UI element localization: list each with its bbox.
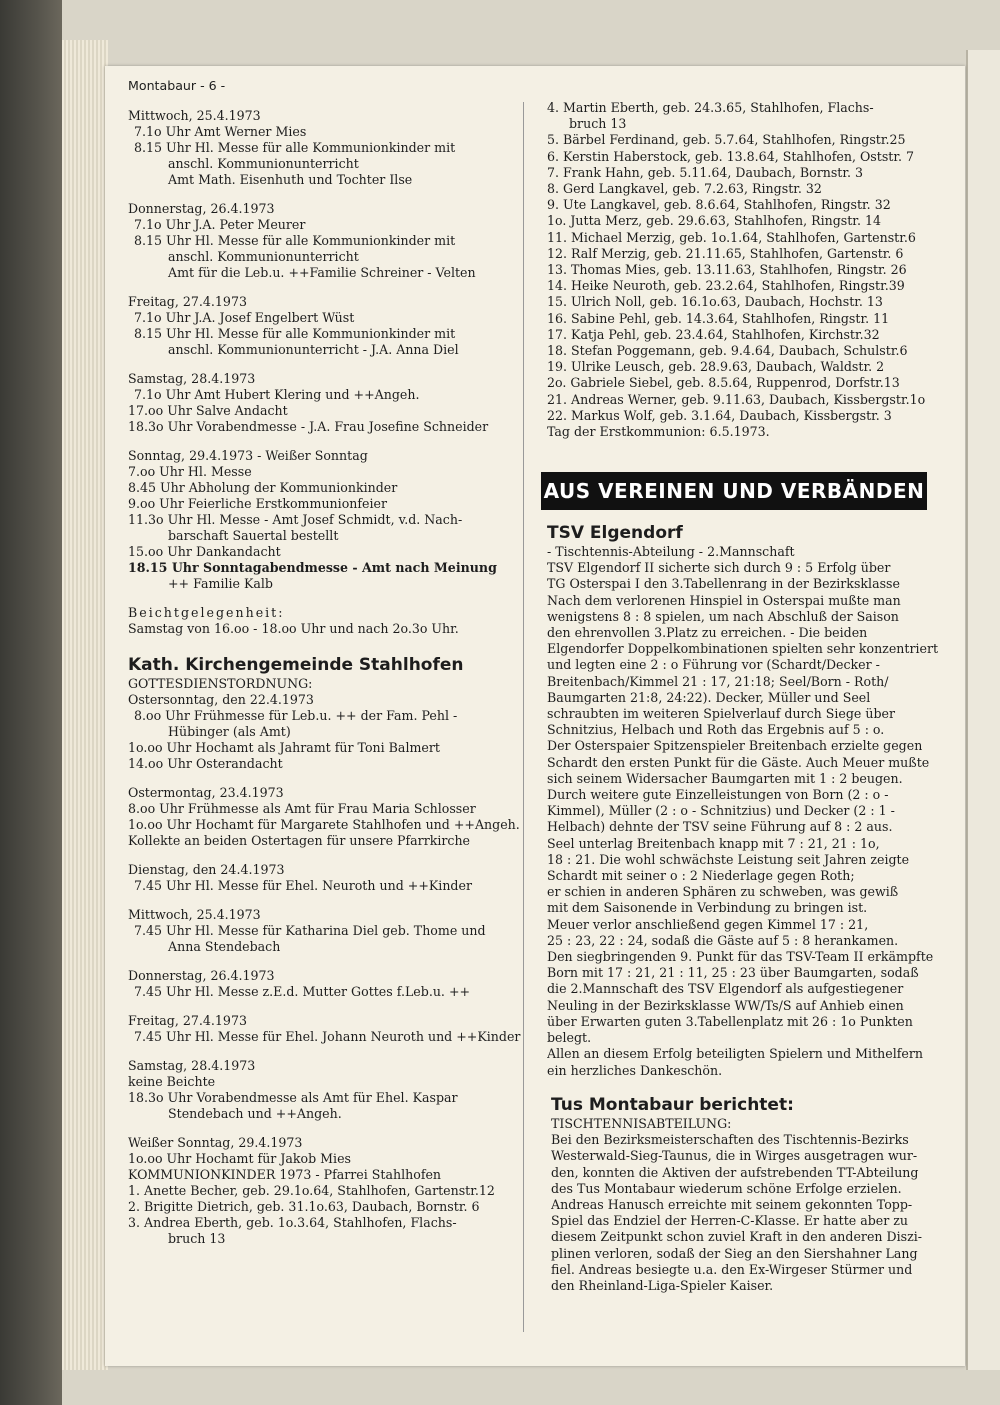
list-item: 2. Brigitte Dietrich, geb. 31.1o.63, Daubach, Bornstr. 6 <box>128 1199 480 1214</box>
mass-line: Stendebach und ++Angeh. <box>168 1106 342 1121</box>
article-line: über Erwarten guten 3.Tabellenplatz mit 26 : 1o Punkten <box>547 1013 913 1029</box>
date-line: Donnerstag, 26.4.1973 <box>128 968 275 983</box>
article-line: Bei den Bezirksmeisterschaften des Tischtennis-Bezirks <box>551 1132 909 1148</box>
mass-line: 8.45 Uhr Abholung der Kommunionkinder <box>128 480 398 495</box>
mass-line: keine Beichte <box>128 1074 216 1089</box>
mass-line: 14.oo Uhr Osterandacht <box>128 756 283 771</box>
mass-line: ++ Familie Kalb <box>168 576 273 591</box>
list-item: 3. Andrea Eberth, geb. 1o.3.64, Stahlhofen, Flachs- <box>128 1215 457 1230</box>
article-line: Schardt den ersten Punkt für die Gäste. Auch Meuer mußte <box>547 754 930 770</box>
collection-note: Kollekte an beiden Ostertagen für unsere Pfarrkirche <box>128 833 471 848</box>
left-column <box>128 78 523 1247</box>
date-line: Donnerstag, 26.4.1973 <box>128 201 275 216</box>
mass-line: anschl. Kommunionunterricht <box>168 156 359 171</box>
mass-line: anschl. Kommunionunterricht - J.A. Anna Diel <box>168 342 459 357</box>
article-line: TG Osterspai I den 3.Tabellenrang in der Bezirksklasse <box>547 576 900 592</box>
list-item: bruch 13 <box>168 1231 226 1246</box>
book-binding <box>0 0 62 1405</box>
list-item: 7. Frank Hahn, geb. 5.11.64, Daubach, Bornstr. 3 <box>547 164 864 180</box>
article-line: den Rheinland-Liga-Spieler Kaiser. <box>551 1278 774 1294</box>
article-line: TISCHTENNISABTEILUNG: <box>551 1116 732 1131</box>
confession-times: Samstag von 16.oo - 18.oo Uhr und nach 2o.3o Uhr. <box>128 621 459 636</box>
article-line: Kimmel), Müller (2 : o - Schnitzius) und Decker (2 : 1 - <box>547 803 895 819</box>
date-line: Freitag, 27.4.1973 <box>128 294 247 309</box>
mass-line: 7.1o Uhr J.A. Peter Meurer <box>134 217 306 232</box>
date-line: Ostersonntag, den 22.4.1973 <box>128 692 314 707</box>
parish-title: Kath. Kirchengemeinde Stahlhofen <box>128 655 464 675</box>
article-line: diesem Zeitpunkt schon zuviel Kraft in den anderen Diszi- <box>551 1229 923 1245</box>
mass-line: 7.45 Uhr Hl. Messe für Katharina Diel geb. Thome und <box>134 923 486 938</box>
article-line: plinen verloren, sodaß der Sieg an den Siershahner Lang <box>551 1245 918 1261</box>
article-line: er schien in anderen Sphären zu schweben, was gewiß <box>547 884 899 900</box>
list-item: 8. Gerd Langkavel, geb. 7.2.63, Ringstr. 32 <box>547 181 822 197</box>
mass-line: barschaft Sauertal bestellt <box>168 528 339 543</box>
article-line: wenigstens 8 : 8 spielen, um nach Abschluß der Saison <box>547 608 899 624</box>
date-line: Sonntag, 29.4.1973 - Weißer Sonntag <box>128 448 368 463</box>
article-line: den, konnten die Aktiven der aufstrebenden TT-Abteilung <box>551 1164 919 1180</box>
article-line: Andreas Hanusch erreichte mit seinem gekonnten Topp- <box>551 1197 913 1213</box>
article-line: Seel unterlag Breitenbach knapp mit 7 : 21, 21 : 1o, <box>547 835 880 851</box>
article-line: Durch weitere gute Einzelleistungen von Born (2 : o - <box>547 787 889 803</box>
article-line: Helbach) dehnte der TSV seine Führung auf 8 : 2 aus. <box>547 819 893 835</box>
date-line: Dienstag, den 24.4.1973 <box>128 862 285 877</box>
tsv-article <box>547 522 957 1079</box>
right-list <box>547 100 957 440</box>
list-item: 22. Markus Wolf, geb. 3.1.64, Daubach, Kissbergstr. 3 <box>547 407 892 423</box>
article-line: des Tus Montabaur wiederum schöne Erfolge erzielen. <box>551 1180 902 1196</box>
article-line: schraubten im weiteren Spielverlauf durch Siege über <box>547 706 896 722</box>
mass-line: 8.15 Uhr Hl. Messe für alle Kommunionkinder mit <box>134 233 456 248</box>
date-line: Samstag, 28.4.1973 <box>128 1058 256 1073</box>
date-line: Freitag, 27.4.1973 <box>128 1013 247 1028</box>
article-line: sich seinem Widersacher Baumgarten mit 1 : 2 beugen. <box>547 770 903 786</box>
mass-line: 7.1o Uhr Amt Hubert Klering und ++Angeh. <box>134 387 420 402</box>
mass-line: 7.45 Uhr Hl. Messe für Ehel. Neuroth und ++Kinder <box>134 878 472 893</box>
date-line: Samstag, 28.4.1973 <box>128 371 256 386</box>
adjacent-page-edge <box>966 50 1000 1370</box>
article-line: mit dem Saisonende in Verbindung zu bringen ist. <box>547 900 868 916</box>
list-item: bruch 13 <box>569 116 627 132</box>
article-line: fiel. Andreas besiegte u.a. den Ex-Wirgeser Stürmer und <box>551 1261 913 1277</box>
article-line: belegt. <box>547 1030 592 1046</box>
list-item: 1. Anette Becher, geb. 29.1o.64, Stahlhofen, Gartenstr.12 <box>128 1183 495 1198</box>
article-line: Baumgarten 21:8, 24:22). Decker, Müller und Seel <box>547 689 871 705</box>
mass-line: 1o.oo Uhr Hochamt für Margarete Stahlhofen und ++Angeh. <box>128 817 520 832</box>
mass-line: 7.1o Uhr Amt Werner Mies <box>134 124 307 139</box>
mass-line: 18.3o Uhr Vorabendmesse als Amt für Ehel. Kaspar <box>128 1090 458 1105</box>
list-item: 2o. Gabriele Siebel, geb. 8.5.64, Ruppenrod, Dorfstr.13 <box>547 375 900 391</box>
date-line: Mittwoch, 25.4.1973 <box>128 108 261 123</box>
article-line: 18 : 21. Die wohl schwächste Leistung seit Jahren zeigte <box>547 851 910 867</box>
article-line: Nach dem verlorenen Hinspiel in Osterspai mußte man <box>547 592 901 608</box>
article-line: - Tischtennis-Abteilung - 2.Mannschaft <box>547 544 795 559</box>
article-line: Neuling in der Bezirksklasse WW/Ts/S auf Anhieb einen <box>547 997 904 1013</box>
list-item: 18. Stefan Poggemann, geb. 9.4.64, Daubach, Schulstr.6 <box>547 343 908 359</box>
list-item: 14. Heike Neuroth, geb. 23.2.64, Stahlhofen, Ringstr.39 <box>547 278 905 294</box>
article-line: Born mit 17 : 21, 21 : 11, 25 : 23 über Baumgarten, sodaß <box>547 965 919 981</box>
article-line: die 2.Mannschaft des TSV Elgendorf als aufgestiegener <box>547 981 904 997</box>
article-line: ein herzliches Dankeschön. <box>547 1062 723 1078</box>
list-item: 11. Michael Merzig, geb. 1o.1.64, Stahlhofen, Gartenstr.6 <box>547 229 916 245</box>
article-line: Breitenbach/Kimmel 21 : 17, 21:18; Seel/Born - Roth/ <box>547 673 889 689</box>
article-line: Allen an diesem Erfolg beteiligten Spielern und Mithelfern <box>547 1046 923 1062</box>
confession-heading: Beichtgelegenheit: <box>128 605 285 620</box>
mass-line: 7.45 Uhr Hl. Messe für Ehel. Johann Neuroth und ++Kinder <box>134 1029 521 1044</box>
list-item: 12. Ralf Merzig, geb. 21.11.65, Stahlhofen, Gartenstr. 6 <box>547 245 904 261</box>
list-item: 19. Ulrike Leusch, geb. 28.9.63, Daubach, Waldstr. 2 <box>547 359 885 375</box>
article-line: Elgendorfer Doppelkombinationen spielten sehr konzentriert <box>547 641 939 657</box>
article-line: Schardt mit seiner o : 2 Niederlage gegen Roth; <box>547 868 855 884</box>
article-line: den ehrenvollen 3.Platz zu erreichen. - Die beiden <box>547 625 868 641</box>
date-line: Weißer Sonntag, 29.4.1973 <box>128 1135 303 1150</box>
mass-line: anschl. Kommunionunterricht <box>168 249 359 264</box>
mass-line: Anna Stendebach <box>168 939 281 954</box>
page-header: Montabaur - 6 - <box>128 78 226 93</box>
list-item: 13. Thomas Mies, geb. 13.11.63, Stahlhofen, Ringstr. 26 <box>547 262 907 278</box>
mass-line: 8.oo Uhr Frühmesse für Leb.u. ++ der Fam. Pehl - <box>134 708 458 723</box>
tus-article <box>551 1094 961 1294</box>
article-line: 25 : 23, 22 : 24, sodaß die Gäste auf 5 : 8 herankamen. <box>547 932 899 948</box>
mass-line: 15.oo Uhr Dankandacht <box>128 544 281 559</box>
page-edges <box>62 40 108 1370</box>
list-item: 21. Andreas Werner, geb. 9.11.63, Daubach, Kissbergstr.1o <box>547 391 926 407</box>
article-line: Der Osterspaier Spitzenspieler Breitenbach erzielte gegen <box>547 738 923 754</box>
mass-line: 8.15 Uhr Hl. Messe für alle Kommunionkinder mit <box>134 140 456 155</box>
article-line: und legten eine 2 : o Führung vor (Schardt/Decker - <box>547 657 880 673</box>
mass-line: 8.15 Uhr Hl. Messe für alle Kommunionkinder mit <box>134 326 456 341</box>
mass-line: 8.oo Uhr Frühmesse als Amt für Frau Maria Schlosser <box>128 801 476 816</box>
list-item: 9. Ute Langkavel, geb. 8.6.64, Stahlhofen, Ringstr. 32 <box>547 197 891 213</box>
mass-line: Amt für die Leb.u. ++Familie Schreiner - Velten <box>168 265 476 280</box>
mass-line: 7.45 Uhr Hl. Messe z.E.d. Mutter Gottes f.Leb.u. ++ <box>134 984 471 999</box>
mass-line: 7.oo Uhr Hl. Messe <box>128 464 252 479</box>
tsv-title: TSV Elgendorf <box>547 523 683 543</box>
mass-line: 18.15 Uhr Sonntagabendmesse - Amt nach Meinung <box>128 560 497 575</box>
article-line: TSV Elgendorf II sicherte sich durch 9 : 5 Erfolg über <box>547 560 891 576</box>
list-item: 16. Sabine Pehl, geb. 14.3.64, Stahlhofen, Ringstr. 11 <box>547 310 890 326</box>
mass-line: 11.3o Uhr Hl. Messe - Amt Josef Schmidt, v.d. Nach- <box>128 512 463 527</box>
article-line: Spiel das Endziel der Herren-C-Klasse. Er hatte aber zu <box>551 1213 909 1229</box>
list-item: 5. Bärbel Ferdinand, geb. 5.7.64, Stahlhofen, Ringstr.25 <box>547 132 906 148</box>
list-item: 17. Katja Pehl, geb. 23.4.64, Stahlhofen, Kirchstr.32 <box>547 326 880 342</box>
mass-line: 9.oo Uhr Feierliche Erstkommunionfeier <box>128 496 388 511</box>
article-line: Westerwald-Sieg-Taunus, die in Wirges ausgetragen wur- <box>551 1148 918 1164</box>
date-line: Mittwoch, 25.4.1973 <box>128 907 261 922</box>
mass-line: Amt Math. Eisenhuth und Tochter Ilse <box>168 172 413 187</box>
mass-line: Hübinger (als Amt) <box>168 724 291 739</box>
mass-line: 7.1o Uhr J.A. Josef Engelbert Wüst <box>134 310 355 325</box>
mass-line: 1o.oo Uhr Hochamt für Jakob Mies <box>128 1151 352 1166</box>
communion-date: Tag der Erstkommunion: 6.5.1973. <box>547 424 770 440</box>
column-divider <box>523 102 524 1332</box>
tus-title: Tus Montabaur berichtet: <box>551 1095 794 1115</box>
list-heading: KOMMUNIONKINDER 1973 - Pfarrei Stahlhofen <box>128 1167 442 1182</box>
list-item: 4. Martin Eberth, geb. 24.3.65, Stahlhofen, Flachs- <box>547 100 874 115</box>
list-item: 6. Kerstin Haberstock, geb. 13.8.64, Stahlhofen, Oststr. 7 <box>547 148 914 164</box>
list-item: 15. Ulrich Noll, geb. 16.1o.63, Daubach, Hochstr. 13 <box>547 294 883 310</box>
article-line: Meuer verlor anschließend gegen Kimmel 17 : 21, <box>547 916 869 932</box>
article-line: Schnitzius, Helbach und Roth das Ergebnis auf 5 : o. <box>547 722 885 738</box>
list-item: 1o. Jutta Merz, geb. 29.6.63, Stahlhofen, Ringstr. 14 <box>547 213 881 229</box>
section-banner: AUS VEREINEN UND VERBÄNDEN <box>541 472 927 510</box>
mass-line: 1o.oo Uhr Hochamt als Jahramt für Toni Balmert <box>128 740 440 755</box>
date-line: Ostermontag, 23.4.1973 <box>128 785 284 800</box>
section-label: GOTTESDIENSTORDNUNG: <box>128 676 313 691</box>
article-line: Den siegbringenden 9. Punkt für das TSV-Team II erkämpfte <box>547 949 934 965</box>
mass-line: 18.3o Uhr Vorabendmesse - J.A. Frau Josefine Schneider <box>128 419 489 434</box>
mass-line: 17.oo Uhr Salve Andacht <box>128 403 288 418</box>
